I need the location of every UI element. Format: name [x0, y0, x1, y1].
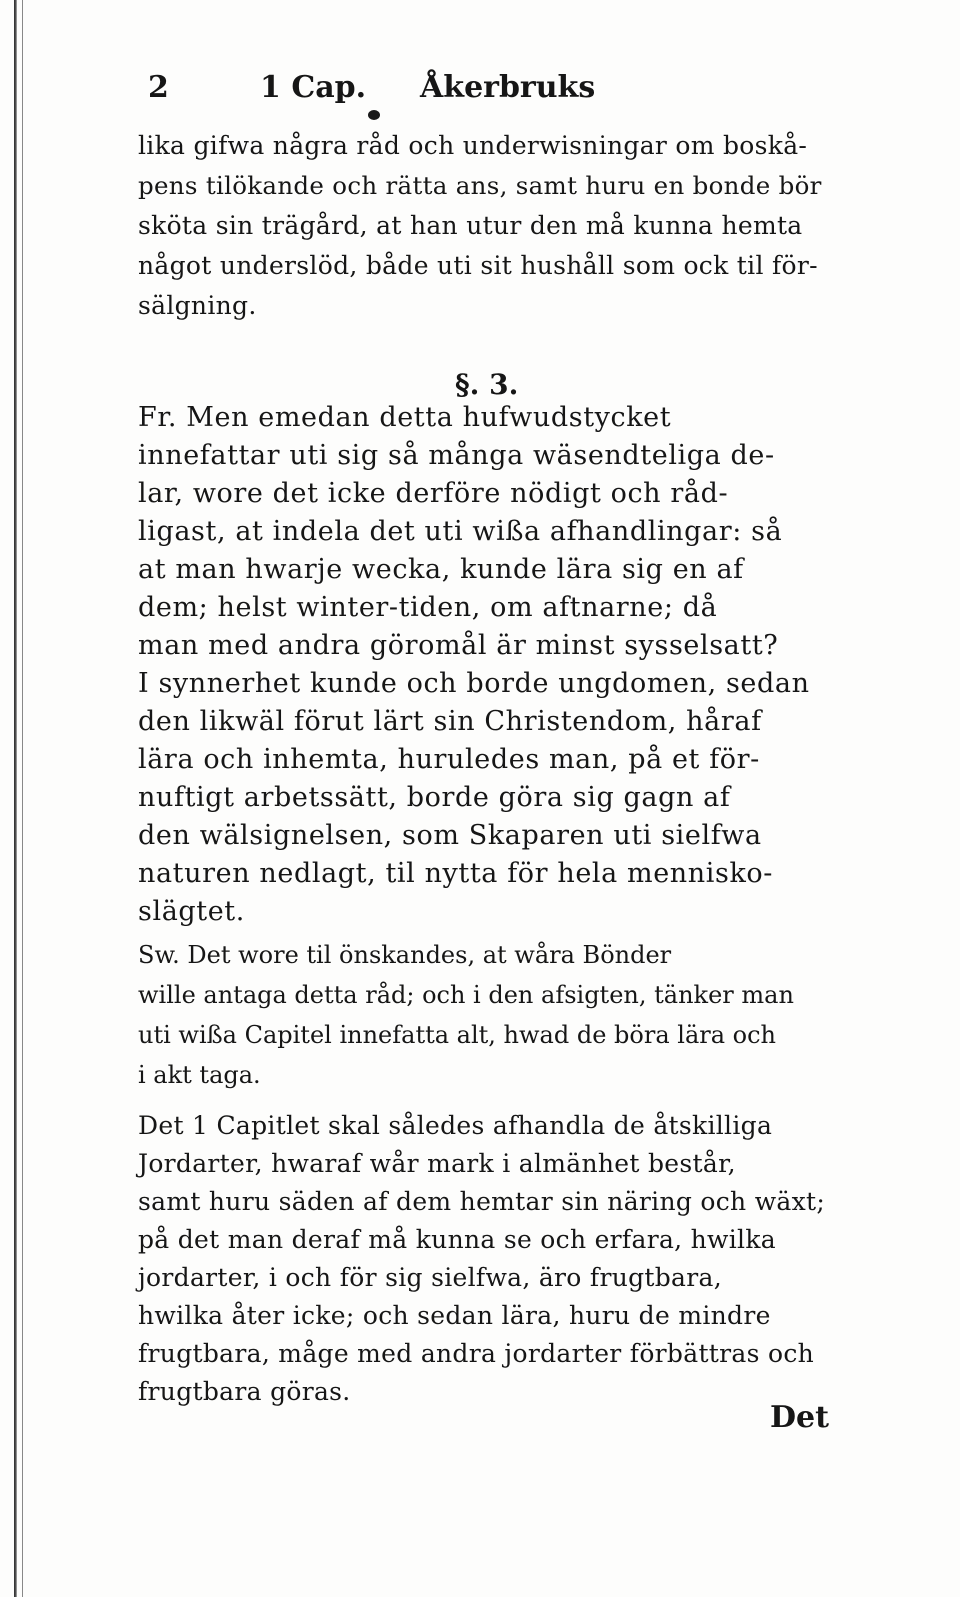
text-line: innefattar uti sig så många wäsendteliga de-	[138, 440, 775, 471]
text-line: frugtbara, måge med andra jordarter förbättras och	[138, 1339, 815, 1368]
text-line: något underslöd, både uti sit hushåll som ock til för-	[138, 251, 818, 280]
text-line: uti wißa Capitel innefatta alt, hwad de böra lära och	[138, 1021, 777, 1049]
running-header	[148, 70, 848, 110]
text-line: man med andra göromål är minst sysselsatt?	[138, 630, 779, 661]
text-line: slägtet.	[138, 896, 245, 927]
text-line: I synnerhet kunde och borde ungdomen, sedan	[138, 668, 810, 699]
text-line: lika gifwa några råd och underwisningar om boskå-	[138, 131, 808, 160]
text-line: wille antaga detta råd; och i den afsigten, tänker man	[138, 981, 794, 1009]
text-line: pens tilökande och rätta ans, samt huru en bonde bör	[138, 171, 822, 200]
text-line: sköta sin trägård, at han utur den må kunna hemta	[138, 211, 803, 240]
binding-edge	[14, 0, 17, 1597]
text-line: naturen nedlagt, til nytta för hela mennisko-	[138, 858, 774, 889]
text-line: hwilka åter icke; och sedan lära, huru de mindre	[138, 1301, 771, 1330]
text-line: nuftigt arbetssätt, borde göra sig gagn af	[138, 782, 731, 813]
text-line: sälgning.	[138, 291, 257, 320]
running-title: Åkerbruks	[420, 70, 596, 105]
text-line: Jordarter, hwaraf wår mark i almänhet består,	[138, 1149, 736, 1178]
text-line: samt huru säden af dem hemtar sin näring och wäxt;	[138, 1187, 826, 1216]
text-line: den likwäl förut lärt sin Christendom, håraf	[138, 706, 762, 737]
text-line: dem; helst winter-tiden, om aftnarne; då	[138, 592, 718, 623]
text-line: jordarter, i och för sig sielfwa, äro frugtbara,	[138, 1263, 722, 1292]
text-line: lar, wore det icke derföre nödigt och råd-	[138, 478, 729, 509]
text-line: Det 1 Capitlet skal således afhandla de åtskilliga	[138, 1111, 773, 1140]
text-line: i akt taga.	[138, 1061, 261, 1089]
text-line: Sw. Det wore til önskandes, at wåra Bönder	[138, 941, 672, 969]
binding-edge-line	[22, 0, 23, 1597]
catchword: Det	[770, 1400, 829, 1435]
text-line: den wälsignelsen, som Skaparen uti sielfwa	[138, 820, 762, 851]
text-line: ligast, at indela det uti wißa afhandlingar: så	[138, 516, 783, 547]
text-line: frugtbara göras.	[138, 1377, 351, 1406]
text-line: Fr. Men emedan detta hufwudstycket	[138, 402, 672, 433]
ink-blot	[368, 110, 380, 120]
page-number: 2	[148, 70, 169, 105]
section-heading: §. 3.	[455, 368, 519, 401]
text-line: at man hwarje wecka, kunde lära sig en af	[138, 554, 744, 585]
chapter-label: 1 Cap.	[260, 70, 367, 105]
text-line: lära och inhemta, huruledes man, på et för-	[138, 744, 760, 775]
text-line: på det man deraf må kunna se och erfara, hwilka	[138, 1225, 776, 1254]
